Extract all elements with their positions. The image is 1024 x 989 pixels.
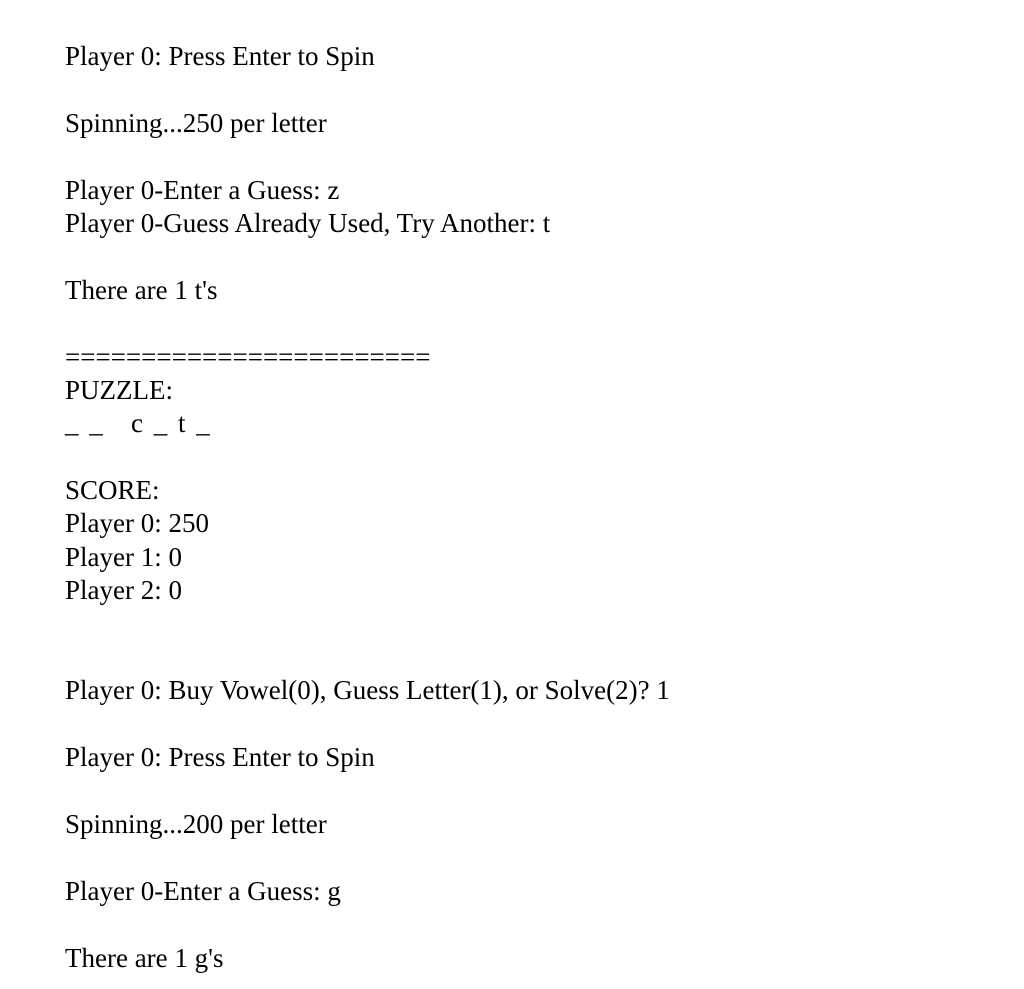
blank-line [65, 641, 1005, 674]
spin-prompt: Player 0: Press Enter to Spin [65, 742, 375, 773]
console-output [65, 40, 1005, 975]
blank-line [65, 307, 1005, 340]
guess-result: There are 1 g's [65, 942, 224, 973]
blank-line [65, 608, 1005, 641]
blank-line [65, 140, 1005, 173]
spin-result: Spinning...200 per letter [65, 808, 327, 839]
spin-prompt: Player 0: Press Enter to Spin [65, 41, 375, 71]
guess-prompt: Player 0-Enter a Guess: g [65, 875, 341, 906]
guess-result: There are 1 t's [65, 274, 218, 305]
guess-retry-prompt: Player 0-Guess Already Used, Try Another: t [65, 207, 551, 238]
blank-line [65, 73, 1005, 106]
score-player-1: Player 1: 0 [65, 541, 182, 572]
puzzle-heading: PUZZLE: [65, 374, 173, 405]
blank-line [65, 775, 1005, 808]
action-prompt: Player 0: Buy Vowel(0), Guess Letter(1), or Solve(2)? 1 [65, 675, 670, 706]
spin-result: Spinning...250 per letter [65, 107, 327, 138]
score-player-2: Player 2: 0 [65, 575, 182, 606]
blank-line [65, 708, 1005, 741]
score-player-0: Player 0: 250 [65, 508, 209, 539]
puzzle-board: _ _ c _ t _ [65, 408, 212, 439]
blank-line [65, 240, 1005, 273]
blank-line [65, 908, 1005, 941]
separator-line: ======================== [65, 341, 431, 372]
score-heading: SCORE: [65, 475, 160, 506]
blank-line [65, 441, 1005, 474]
guess-prompt: Player 0-Enter a Guess: z [65, 174, 340, 205]
blank-line [65, 841, 1005, 874]
